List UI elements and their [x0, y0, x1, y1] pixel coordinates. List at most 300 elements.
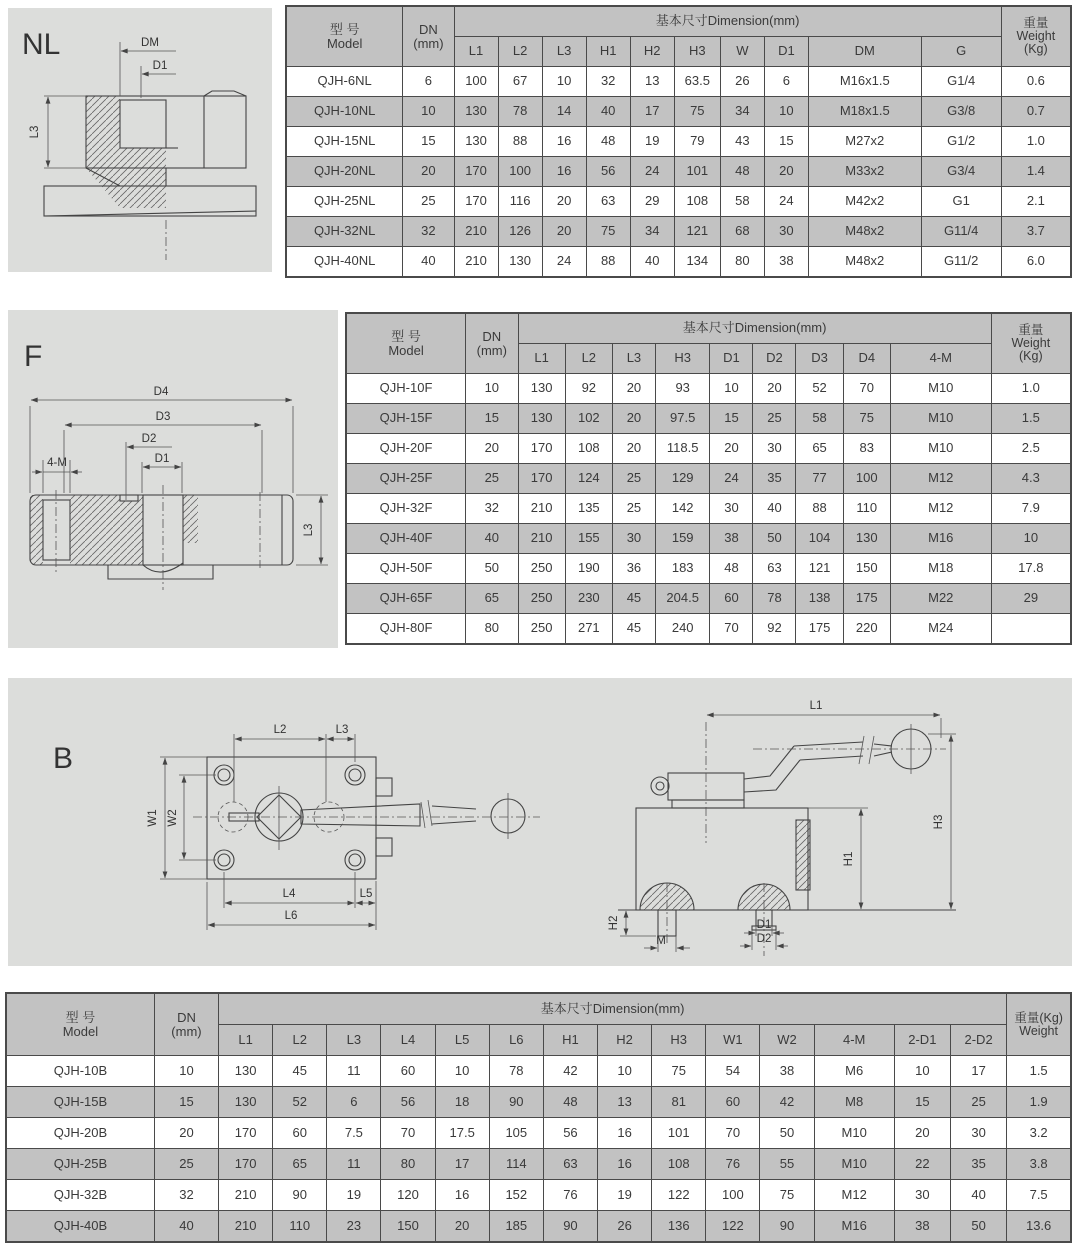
value-cell: 92: [565, 374, 612, 404]
value-cell: 7.5: [1007, 1180, 1071, 1211]
value-cell: 122: [706, 1211, 760, 1243]
value-cell: 19: [630, 127, 674, 157]
value-cell: 130: [498, 247, 542, 278]
value-cell: 70: [710, 614, 753, 645]
f-dim-label-4m: 4-M: [47, 457, 67, 469]
value-cell: 25: [950, 1087, 1006, 1118]
value-cell: 65: [466, 584, 518, 614]
b-dim-label-h3: H3: [933, 814, 945, 830]
value-cell: 38: [894, 1211, 950, 1243]
b-dim-label-h2: H2: [608, 915, 620, 931]
dim-column-header: H3: [652, 1025, 706, 1056]
value-cell: 204.5: [655, 584, 710, 614]
b-technical-drawing: [8, 678, 1072, 966]
value-cell: 65: [273, 1149, 327, 1180]
value-cell: 118.5: [655, 434, 710, 464]
value-cell: 80: [720, 247, 764, 278]
value-cell: 210: [219, 1180, 273, 1211]
section-label-f: F: [24, 340, 43, 373]
value-cell: 76: [706, 1149, 760, 1180]
value-cell: 16: [598, 1149, 652, 1180]
value-cell: 170: [518, 434, 565, 464]
value-cell: 129: [655, 464, 710, 494]
value-cell: 32: [466, 494, 518, 524]
value-cell: 155: [565, 524, 612, 554]
value-cell: M16: [890, 524, 991, 554]
weight-header: 重量 Weight (Kg): [991, 313, 1071, 374]
value-cell: M27x2: [808, 127, 921, 157]
value-cell: 220: [843, 614, 890, 645]
value-cell: M12: [814, 1180, 894, 1211]
section-label-b: B: [53, 742, 74, 775]
value-cell: 100: [843, 464, 890, 494]
model-cell: QJH-25F: [346, 464, 466, 494]
model-cell: QJH-15NL: [286, 127, 403, 157]
b-dim-label-w1: W1: [147, 809, 159, 827]
table-row: [346, 614, 1071, 645]
value-cell: 80: [466, 614, 518, 645]
model-cell: QJH-10F: [346, 374, 466, 404]
value-cell: 17: [630, 97, 674, 127]
value-cell: 138: [796, 584, 843, 614]
value-cell: 17: [950, 1056, 1006, 1087]
value-cell: 10: [435, 1056, 489, 1087]
b-dim-label-d1: D1: [756, 919, 772, 931]
value-cell: 24: [542, 247, 586, 278]
value-cell: 17.8: [991, 554, 1071, 584]
model-cell: QJH-10B: [6, 1056, 154, 1087]
b-dim-label-d2: D2: [756, 933, 772, 945]
value-cell: 24: [710, 464, 753, 494]
value-cell: 35: [753, 464, 796, 494]
value-cell: 40: [466, 524, 518, 554]
value-cell: 170: [219, 1149, 273, 1180]
value-cell: 240: [655, 614, 710, 645]
value-cell: 210: [518, 524, 565, 554]
value-cell: 1.0: [1001, 127, 1071, 157]
b-dim-label-l5: L5: [359, 888, 373, 900]
dim-column-header: H2: [598, 1025, 652, 1056]
value-cell: 50: [950, 1211, 1006, 1243]
value-cell: 3.8: [1007, 1149, 1071, 1180]
value-cell: 142: [655, 494, 710, 524]
model-cell: QJH-15F: [346, 404, 466, 434]
value-cell: 88: [796, 494, 843, 524]
value-cell: 77: [796, 464, 843, 494]
value-cell: 81: [652, 1087, 706, 1118]
model-cell: QJH-80F: [346, 614, 466, 645]
b-table-body: [6, 1056, 1071, 1243]
f-table-header: [346, 313, 1071, 374]
value-cell: 76: [543, 1180, 597, 1211]
b-table-header: [6, 993, 1071, 1056]
value-cell: 83: [843, 434, 890, 464]
value-cell: 56: [381, 1087, 435, 1118]
value-cell: 40: [403, 247, 454, 278]
value-cell: 32: [154, 1180, 218, 1211]
value-cell: 45: [612, 614, 655, 645]
value-cell: 34: [720, 97, 764, 127]
value-cell: 175: [796, 614, 843, 645]
dim-column-header: L3: [612, 344, 655, 374]
value-cell: 152: [489, 1180, 543, 1211]
f-technical-drawing: [8, 310, 338, 648]
model-cell: QJH-32B: [6, 1180, 154, 1211]
value-cell: 52: [273, 1087, 327, 1118]
value-cell: 93: [655, 374, 710, 404]
value-cell: 170: [219, 1118, 273, 1149]
value-cell: 170: [454, 157, 498, 187]
value-cell: 130: [219, 1087, 273, 1118]
dim-column-header: H3: [655, 344, 710, 374]
b-dim-label-l6: L6: [284, 910, 298, 922]
value-cell: M24: [890, 614, 991, 645]
table-row: [346, 584, 1071, 614]
value-cell: G3/4: [921, 157, 1001, 187]
value-cell: G1/4: [921, 67, 1001, 97]
value-cell: 78: [498, 97, 542, 127]
value-cell: 7.9: [991, 494, 1071, 524]
value-cell: 104: [796, 524, 843, 554]
table-row: [286, 67, 1071, 97]
value-cell: 42: [760, 1087, 814, 1118]
value-cell: 17.5: [435, 1118, 489, 1149]
value-cell: M12: [890, 494, 991, 524]
dim-column-header: L3: [542, 37, 586, 67]
value-cell: 13: [630, 67, 674, 97]
model-cell: QJH-10NL: [286, 97, 403, 127]
value-cell: 130: [518, 374, 565, 404]
value-cell: 19: [327, 1180, 381, 1211]
value-cell: 20: [612, 404, 655, 434]
b-dim-label-l2: L2: [273, 724, 287, 736]
value-cell: 90: [273, 1180, 327, 1211]
value-cell: 175: [843, 584, 890, 614]
value-cell: 70: [843, 374, 890, 404]
value-cell: 130: [518, 404, 565, 434]
model-cell: QJH-32F: [346, 494, 466, 524]
dim-column-header: DM: [808, 37, 921, 67]
value-cell: 230: [565, 584, 612, 614]
value-cell: 3.7: [1001, 217, 1071, 247]
value-cell: 45: [273, 1056, 327, 1087]
b-dim-label-l4: L4: [282, 888, 296, 900]
value-cell: 26: [720, 67, 764, 97]
b-dim-label-m: M: [656, 935, 666, 947]
dim-column-header: L2: [498, 37, 542, 67]
value-cell: 90: [760, 1211, 814, 1243]
value-cell: 40: [753, 494, 796, 524]
value-cell: 15: [894, 1087, 950, 1118]
value-cell: 34: [630, 217, 674, 247]
value-cell: 18: [435, 1087, 489, 1118]
value-cell: 100: [454, 67, 498, 97]
value-cell: G11/4: [921, 217, 1001, 247]
model-cell: QJH-15B: [6, 1087, 154, 1118]
value-cell: 97.5: [655, 404, 710, 434]
value-cell: 29: [630, 187, 674, 217]
value-cell: 88: [498, 127, 542, 157]
value-cell: 11: [327, 1056, 381, 1087]
value-cell: 52: [796, 374, 843, 404]
value-cell: 250: [518, 584, 565, 614]
value-cell: M18: [890, 554, 991, 584]
b-side-view: [618, 722, 956, 956]
value-cell: 136: [652, 1211, 706, 1243]
value-cell: 15: [764, 127, 808, 157]
f-dim-label-d3: D3: [155, 411, 171, 423]
dim-column-header: H3: [674, 37, 720, 67]
value-cell: 25: [154, 1149, 218, 1180]
value-cell: 30: [894, 1180, 950, 1211]
value-cell: 1.5: [1007, 1056, 1071, 1087]
table-row: [286, 157, 1071, 187]
table-row: [346, 524, 1071, 554]
value-cell: 20: [542, 187, 586, 217]
value-cell: [991, 614, 1071, 645]
value-cell: 40: [586, 97, 630, 127]
value-cell: 60: [706, 1087, 760, 1118]
value-cell: 10: [710, 374, 753, 404]
value-cell: 22: [894, 1149, 950, 1180]
value-cell: 120: [381, 1180, 435, 1211]
value-cell: 25: [612, 494, 655, 524]
value-cell: 24: [764, 187, 808, 217]
value-cell: 108: [674, 187, 720, 217]
dim-column-header: W1: [706, 1025, 760, 1056]
dim-column-header: 2-D2: [950, 1025, 1006, 1056]
value-cell: 92: [753, 614, 796, 645]
f-dim-label-d1: D1: [154, 453, 170, 465]
value-cell: 7.5: [327, 1118, 381, 1149]
value-cell: 20: [154, 1118, 218, 1149]
dim-column-header: G: [921, 37, 1001, 67]
table-row: [6, 1118, 1071, 1149]
value-cell: 78: [753, 584, 796, 614]
value-cell: 102: [565, 404, 612, 434]
table-row: [286, 187, 1071, 217]
b-top-view-dimensions: [147, 724, 376, 930]
value-cell: M10: [814, 1149, 894, 1180]
model-cell: QJH-25B: [6, 1149, 154, 1180]
value-cell: M10: [890, 374, 991, 404]
value-cell: 130: [219, 1056, 273, 1087]
value-cell: 3.2: [1007, 1118, 1071, 1149]
value-cell: 65: [796, 434, 843, 464]
dim-column-header: L5: [435, 1025, 489, 1056]
f-dim-label-d2: D2: [141, 433, 157, 445]
dim-column-header: L2: [273, 1025, 327, 1056]
value-cell: 38: [760, 1056, 814, 1087]
nl-dim-label-l3: L3: [29, 125, 41, 139]
model-cell: QJH-32NL: [286, 217, 403, 247]
value-cell: G1/2: [921, 127, 1001, 157]
table-row: [286, 247, 1071, 278]
dim-column-header: 4-M: [890, 344, 991, 374]
value-cell: 1.4: [1001, 157, 1071, 187]
table-row: [6, 1087, 1071, 1118]
dim-column-header: D2: [753, 344, 796, 374]
table-row: [346, 404, 1071, 434]
value-cell: 70: [381, 1118, 435, 1149]
value-cell: 48: [710, 554, 753, 584]
value-cell: 90: [489, 1087, 543, 1118]
value-cell: 63: [586, 187, 630, 217]
dim-column-header: L3: [327, 1025, 381, 1056]
dimension-header: 基本尺寸Dimension(mm): [518, 313, 991, 344]
value-cell: 63.5: [674, 67, 720, 97]
b-drawing-panel: [8, 678, 1072, 966]
dim-column-header: L1: [219, 1025, 273, 1056]
value-cell: 0.7: [1001, 97, 1071, 127]
model-cell: QJH-40F: [346, 524, 466, 554]
value-cell: M16x1.5: [808, 67, 921, 97]
value-cell: 25: [753, 404, 796, 434]
value-cell: 250: [518, 614, 565, 645]
value-cell: M8: [814, 1087, 894, 1118]
value-cell: 75: [652, 1056, 706, 1087]
value-cell: 105: [489, 1118, 543, 1149]
value-cell: 100: [498, 157, 542, 187]
value-cell: 25: [612, 464, 655, 494]
value-cell: 48: [720, 157, 764, 187]
nl-technical-drawing: [8, 8, 272, 272]
value-cell: 75: [586, 217, 630, 247]
model-cell: QJH-20NL: [286, 157, 403, 187]
nl-dimension-table: [285, 5, 1072, 278]
value-cell: 10: [991, 524, 1071, 554]
value-cell: 150: [843, 554, 890, 584]
table-row: [346, 464, 1071, 494]
value-cell: 210: [454, 217, 498, 247]
b-side-hatching: [640, 820, 810, 910]
value-cell: 80: [381, 1149, 435, 1180]
value-cell: 50: [760, 1118, 814, 1149]
value-cell: M12: [890, 464, 991, 494]
b-top-view: [193, 757, 540, 879]
f-drawing-panel: [8, 310, 338, 648]
value-cell: 55: [760, 1149, 814, 1180]
nl-drawing-panel: [8, 8, 272, 272]
model-header: 型 号 Model: [6, 993, 154, 1056]
dim-column-header: D1: [764, 37, 808, 67]
b-dim-label-h1: H1: [843, 851, 855, 867]
value-cell: 10: [154, 1056, 218, 1087]
dim-column-header: H1: [586, 37, 630, 67]
value-cell: 110: [843, 494, 890, 524]
value-cell: M10: [890, 404, 991, 434]
value-cell: 190: [565, 554, 612, 584]
dim-column-header: H2: [630, 37, 674, 67]
value-cell: 20: [403, 157, 454, 187]
value-cell: 24: [630, 157, 674, 187]
dn-header: DN (mm): [466, 313, 518, 374]
model-cell: QJH-25NL: [286, 187, 403, 217]
value-cell: 122: [652, 1180, 706, 1211]
table-row: [286, 127, 1071, 157]
value-cell: 58: [796, 404, 843, 434]
value-cell: 30: [612, 524, 655, 554]
value-cell: 121: [674, 217, 720, 247]
model-cell: QJH-6NL: [286, 67, 403, 97]
value-cell: 20: [612, 374, 655, 404]
value-cell: 38: [764, 247, 808, 278]
value-cell: 10: [894, 1056, 950, 1087]
value-cell: 13.6: [1007, 1211, 1071, 1243]
dn-header: DN (mm): [403, 6, 454, 67]
value-cell: 124: [565, 464, 612, 494]
value-cell: 10: [403, 97, 454, 127]
model-cell: QJH-20F: [346, 434, 466, 464]
value-cell: 20: [612, 434, 655, 464]
table-row: [6, 1180, 1071, 1211]
value-cell: M18x1.5: [808, 97, 921, 127]
dim-column-header: 4-M: [814, 1025, 894, 1056]
value-cell: 56: [543, 1118, 597, 1149]
value-cell: 185: [489, 1211, 543, 1243]
value-cell: 90: [543, 1211, 597, 1243]
value-cell: M10: [890, 434, 991, 464]
value-cell: 2.1: [1001, 187, 1071, 217]
dimension-header: 基本尺寸Dimension(mm): [219, 993, 1007, 1025]
value-cell: 6: [403, 67, 454, 97]
value-cell: 121: [796, 554, 843, 584]
f-dimension-table: [345, 312, 1072, 645]
value-cell: 68: [720, 217, 764, 247]
value-cell: 75: [843, 404, 890, 434]
value-cell: 48: [543, 1087, 597, 1118]
value-cell: 210: [219, 1211, 273, 1243]
value-cell: 17: [435, 1149, 489, 1180]
value-cell: 60: [381, 1056, 435, 1087]
value-cell: 16: [542, 127, 586, 157]
f-dim-label-d4: D4: [153, 386, 169, 398]
model-header: 型 号 Model: [346, 313, 466, 374]
nl-table-body: [286, 67, 1071, 278]
value-cell: 75: [760, 1180, 814, 1211]
value-cell: 183: [655, 554, 710, 584]
value-cell: 210: [518, 494, 565, 524]
value-cell: 114: [489, 1149, 543, 1180]
value-cell: 25: [466, 464, 518, 494]
value-cell: 1.5: [991, 404, 1071, 434]
value-cell: 4.3: [991, 464, 1071, 494]
value-cell: 32: [403, 217, 454, 247]
value-cell: M42x2: [808, 187, 921, 217]
b-side-view-dimensions: [608, 700, 956, 952]
dim-column-header: D1: [710, 344, 753, 374]
nl-table-header: [286, 6, 1071, 67]
value-cell: 56: [586, 157, 630, 187]
value-cell: 30: [950, 1118, 1006, 1149]
value-cell: 60: [273, 1118, 327, 1149]
table-row: [286, 217, 1071, 247]
value-cell: 20: [466, 434, 518, 464]
value-cell: 20: [753, 374, 796, 404]
value-cell: 10: [542, 67, 586, 97]
value-cell: 14: [542, 97, 586, 127]
value-cell: 16: [598, 1118, 652, 1149]
model-cell: QJH-50F: [346, 554, 466, 584]
value-cell: 10: [764, 97, 808, 127]
model-cell: QJH-65F: [346, 584, 466, 614]
b-dim-label-w2: W2: [167, 809, 179, 827]
dimension-header: 基本尺寸Dimension(mm): [454, 6, 1001, 37]
table-row: [6, 1149, 1071, 1180]
dim-column-header: L1: [454, 37, 498, 67]
value-cell: 30: [753, 434, 796, 464]
f-part-outline: [30, 495, 293, 579]
